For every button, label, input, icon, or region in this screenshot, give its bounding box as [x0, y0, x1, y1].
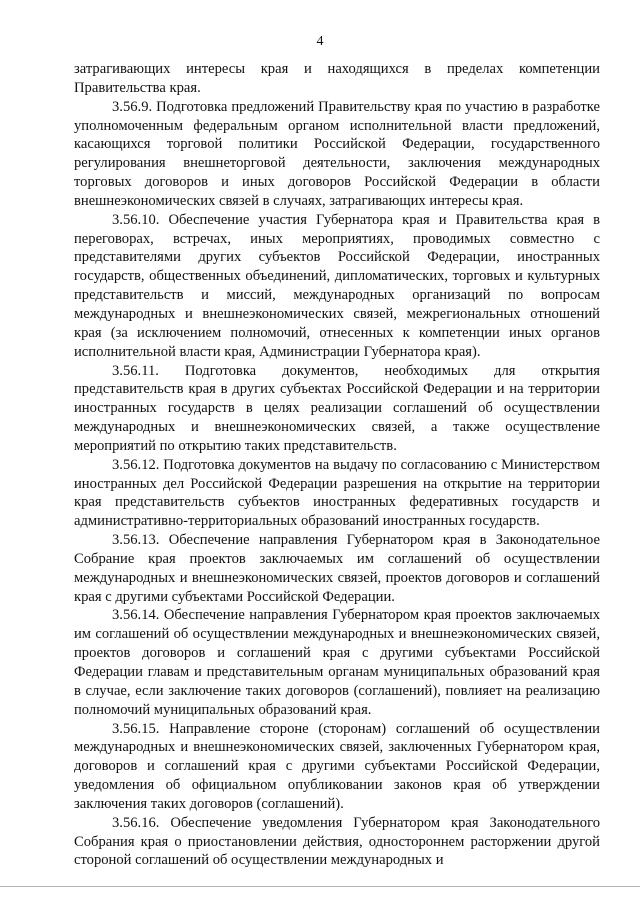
- paragraph-3-56-9: 3.56.9. Подготовка предложений Правительству края по участию в разработке уполномоченным федеральным органом исполнительной власти предложений, касающихся торговой политики Российской Федерации, государственного регулирования внешнеторговой деятельности, заключения международных торговых договоров и иных договоров Российской Федерации в области внешнеэкономических связей в случаях, затрагивающих интересы края.: [74, 98, 600, 209]
- paragraph-continuation: затрагивающих интересы края и находящихся в пределах компетенции Правительства края.: [74, 61, 600, 96]
- paragraph-3-56-12: 3.56.12. Подготовка документов на выдачу по согласованию с Министерством иностранных дел Российской Федерации разрешения на открытие на территории края представительств субъектов иностранных федеративных государств и административно-территориальных образований иностранных государств.: [74, 456, 600, 530]
- scan-edge-line: [0, 886, 640, 887]
- page-number: 4: [316, 34, 324, 49]
- paragraph-3-56-15: 3.56.15. Направление стороне (сторонам) соглашений об осуществлении международных и внешнеэкономических связей, заключенных Губернатором края, договоров и соглашений края с другими субъектами Российской Федерации, уведомления об официальном опубликовании законов края об утверждении заключения таких договоров (соглашений).: [74, 720, 600, 812]
- paragraph-3-56-14: 3.56.14. Обеспечение направления Губернатором края проектов заключаемых им соглашений об осуществлении международных и внешнеэкономических связей, проектов договоров и соглашений края с другими субъектами Российской Федерации главам и представительным органам муниципальных образований края в случае, если заключение таких договоров (соглашений), повлияет на реализацию полномочий муниципальных образований края.: [74, 607, 600, 718]
- document-body: [74, 60, 600, 870]
- paragraph-3-56-10: 3.56.10. Обеспечение участия Губернатора края и Правительства края в переговорах, встречах, иных мероприятиях, проводимых совместно с представителями других субъектов Российской Федерации, иностранных государств, общественных объединений, дипломатических, торговых и культурных представительств и миссий, международных организаций по вопросам международных и внешнеэкономических связей, межрегиональных отношений края (за исключением полномочий, отнесенных к компетенции иных органов исполнительной власти края, Администрации Губернатора края).: [74, 211, 600, 360]
- paragraph-3-56-11: 3.56.11. Подготовка документов, необходимых для открытия представительств края в других субъектах Российской Федерации и на территории иностранных государств в целях реализации соглашений об осуществлении международных и внешнеэкономических связей, а также осуществление мероприятий по открытию таких представительств.: [74, 362, 600, 454]
- paragraph-3-56-16: 3.56.16. Обеспечение уведомления Губернатором края Законодательного Собрания края о приостановлении действия, одностороннем расторжении другой стороной соглашений об осуществлении международных и: [74, 814, 600, 869]
- paragraph-3-56-13: 3.56.13. Обеспечение направления Губернатором края в Законодательное Собрание края проектов заключаемых им соглашений об осуществлении международных и внешнеэкономических связей, проектов договоров и соглашений края с другими субъектами Российской Федерации.: [74, 532, 600, 605]
